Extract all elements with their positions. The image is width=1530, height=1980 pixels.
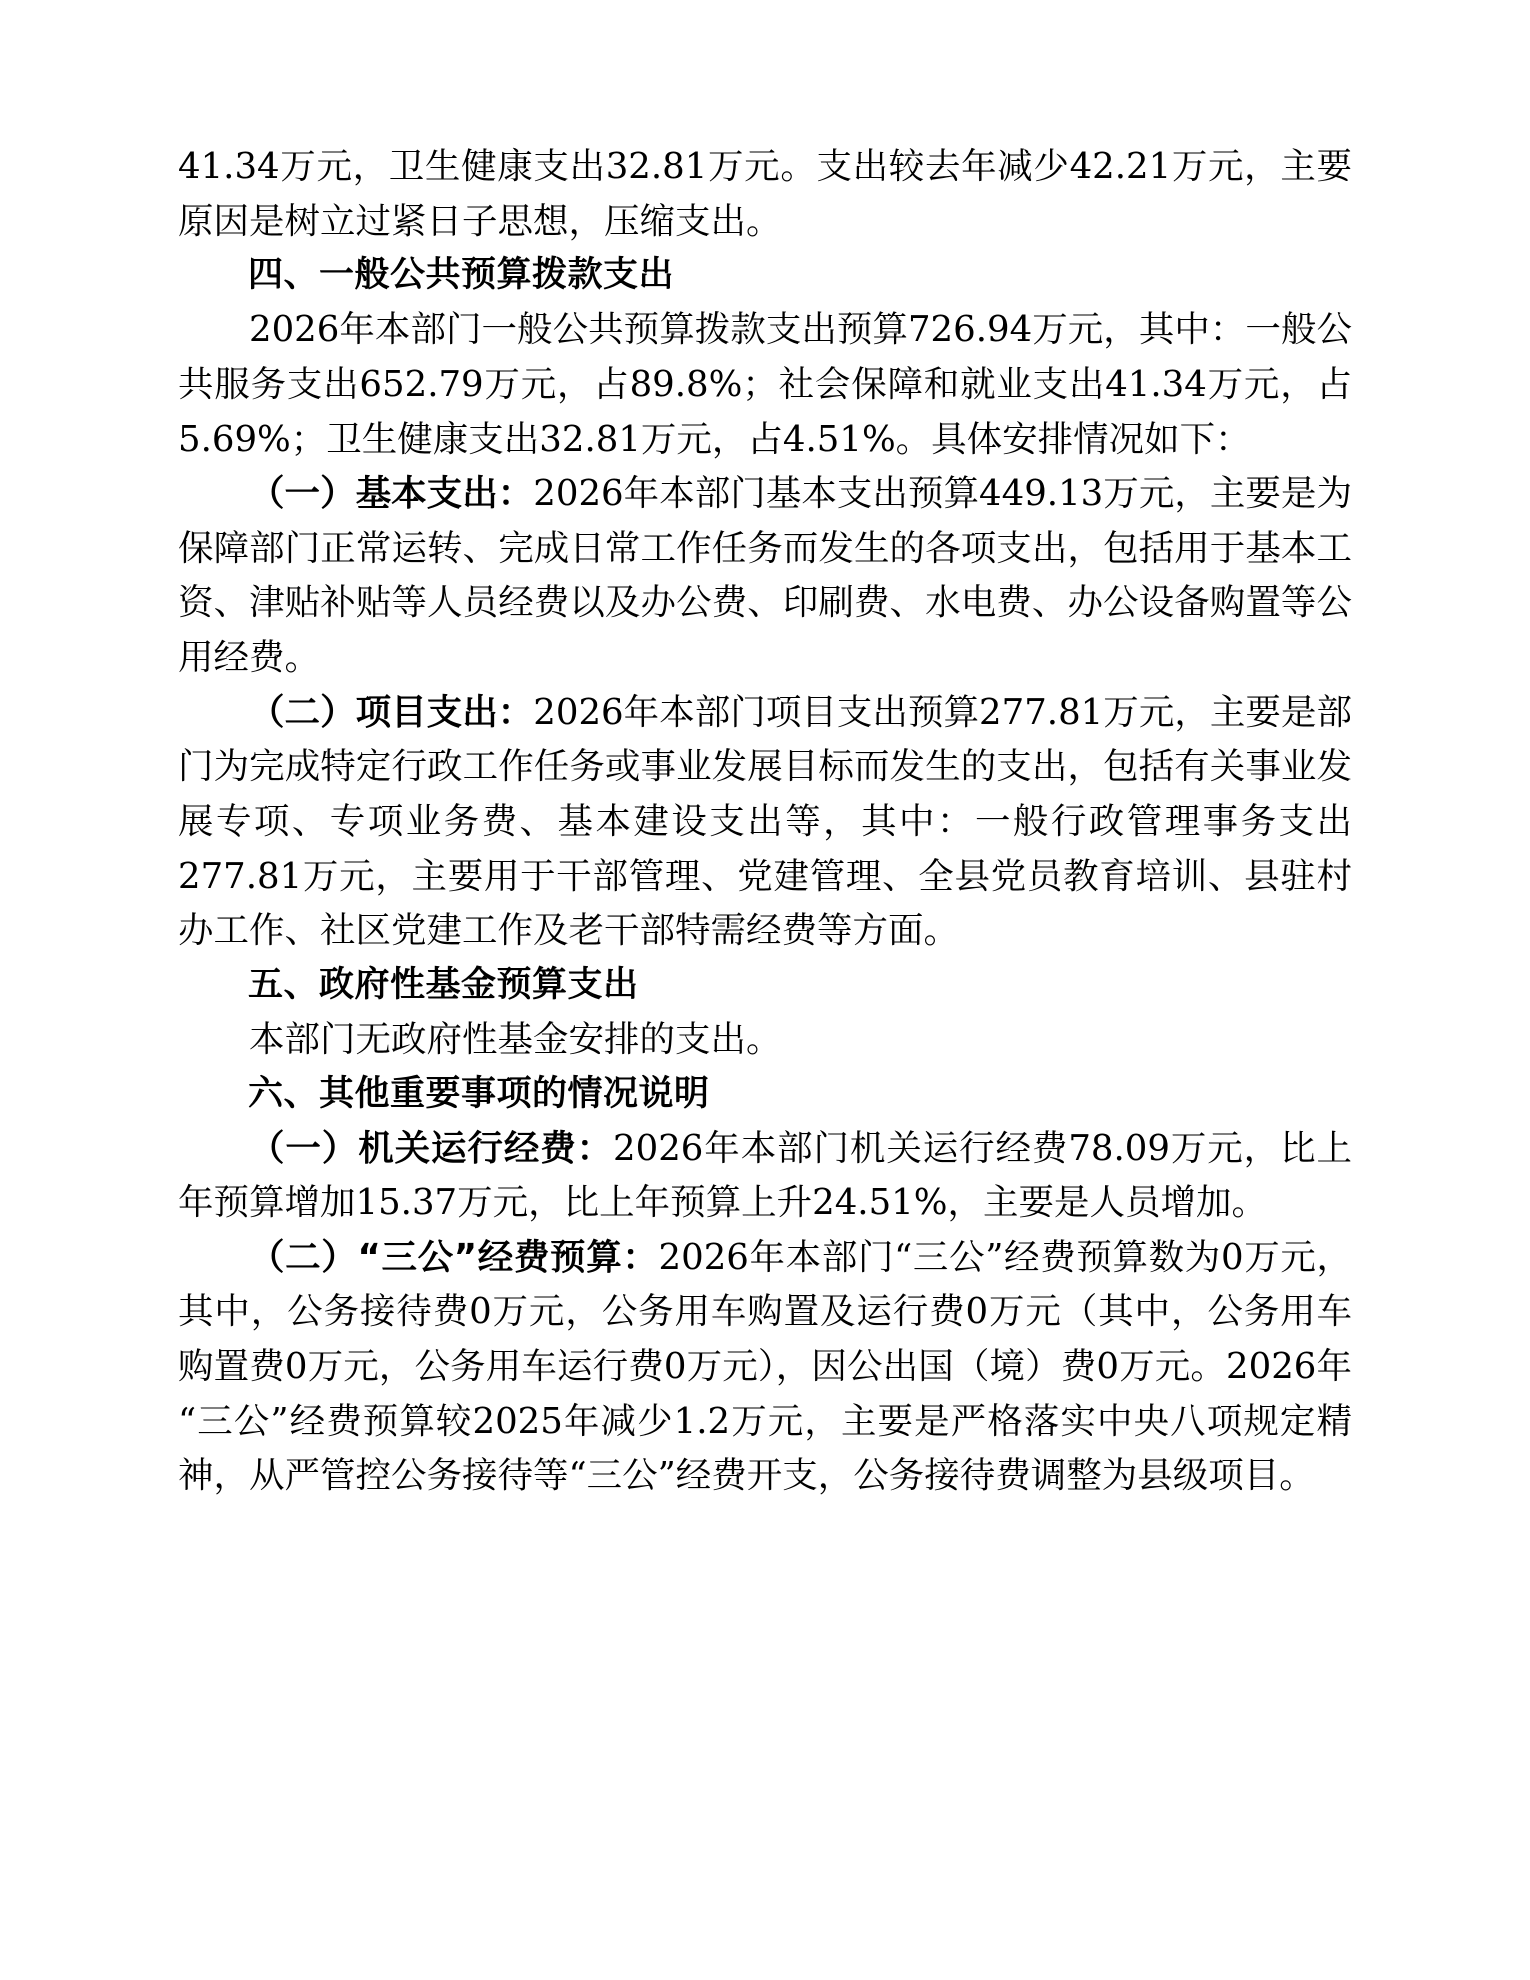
- heading-section-six: 六、其他重要事项的情况说明: [248, 1073, 710, 1114]
- text-project-expenditure: 2026年本部门项目支出预算277.81万元，主要是部门为完成特定行政工作任务或事业发展目标而发生的支出，包括有关事业发展专项、专项业务费、基本建设支出等，其中：一般行政管理事务支出277.81万元，主要用于干部管理、党建管理、全县党员教育培训、县驻村办工作、社区党建工作及老干部特需经费等方面。: [178, 691, 1352, 952]
- text-basic-expenditure: 2026年本部门基本支出预算449.13万元，主要是为保障部门正常运转、完成日常工作任务而发生的各项支出，包括用于基本工资、津贴补贴等人员经费以及办公费、印刷费、水电费、办公设备购置等公用经费。: [178, 473, 1352, 679]
- heading-section-four: 四、一般公共预算拨款支出: [248, 255, 675, 296]
- label-basic-expenditure: （一）基本支出：: [249, 473, 534, 515]
- paragraph-section-four-intro: 2026年本部门一般公共预算拨款支出预算726.94万元，其中：一般公共服务支出652.79万元，占89.8%；社会保障和就业支出41.34万元，占5.69%；卫生健康支出32.81万元，占4.51%。具体安排情况如下：: [178, 309, 1352, 460]
- document-body: [178, 140, 1352, 1504]
- heading-section-five: 五、政府性基金预算支出: [248, 965, 639, 1006]
- label-three-public-expenses: （二）“三公”经费预算：: [249, 1236, 659, 1278]
- label-operating-expenses: （一）机关运行经费：: [249, 1127, 614, 1169]
- paragraph-section-five: 本部门无政府性基金安排的支出。: [249, 1018, 782, 1060]
- text-three-public-expenses: 2026年本部门“三公”经费预算数为0万元，其中，公务接待费0万元，公务用车购置及运行费0万元（其中，公务用车购置费0万元，公务用车运行费0万元），因公出国（境）费0万元。2026年“三公”经费预算较2025年减少1.2万元，主要是严格落实中央八项规定精神，从严管控公务接待等“三公”经费开支，公务接待费调整为县级项目。: [178, 1236, 1353, 1497]
- label-project-expenditure: （二）项目支出：: [249, 691, 534, 733]
- paragraph-three-public-expenses: [178, 1231, 1352, 1504]
- text-operating-expenses: 2026年本部门机关运行经费78.09万元，比上年预算增加15.37万元，比上年预算上升24.51%，主要是人员增加。: [178, 1127, 1352, 1224]
- paragraph-operating-expenses: [178, 1122, 1352, 1231]
- paragraph-continuation: 41.34万元，卫生健康支出32.81万元。支出较去年减少42.21万元，主要原因是树立过紧日子思想，压缩支出。: [178, 146, 1352, 242]
- paragraph-basic-expenditure: [178, 467, 1352, 686]
- paragraph-project-expenditure: [178, 686, 1352, 959]
